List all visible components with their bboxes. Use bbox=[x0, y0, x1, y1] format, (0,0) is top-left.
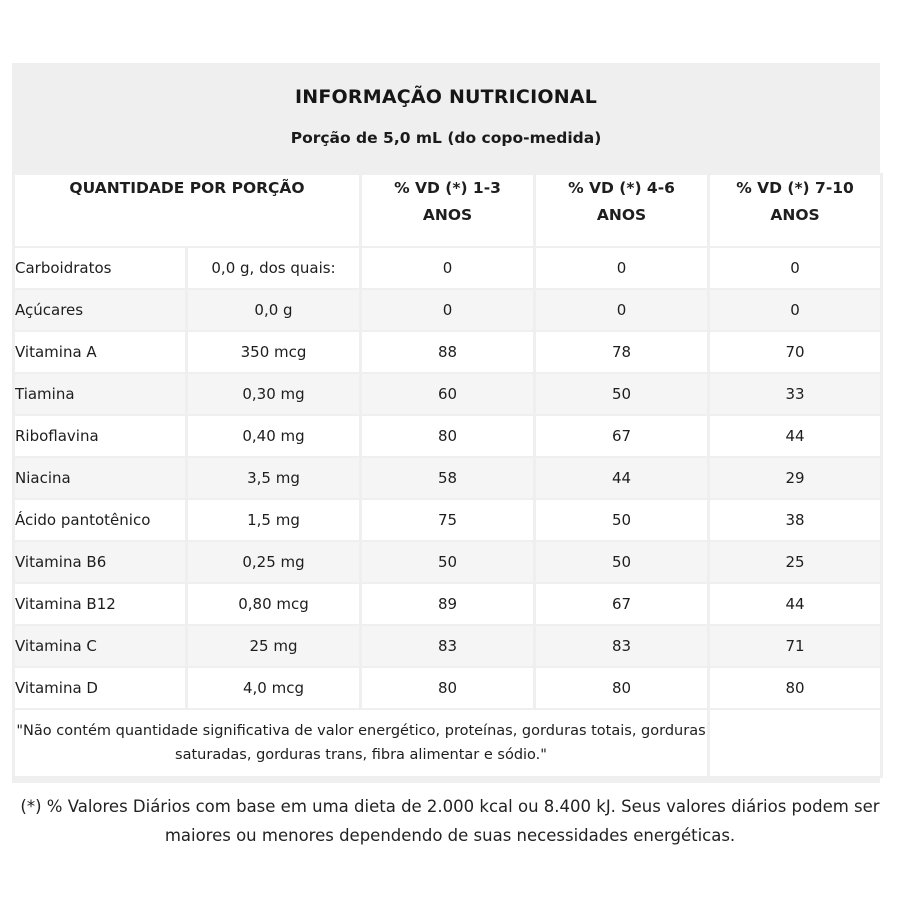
col-vd-1-3-line1: % VD (*) 1-3 bbox=[394, 179, 501, 197]
vd-4-6: 50 bbox=[536, 500, 707, 540]
nutrient-name: Niacina bbox=[15, 458, 185, 498]
col-vd-4-6-line2: ANOS bbox=[596, 206, 647, 224]
nutrient-name: Ácido pantotênico bbox=[15, 500, 185, 540]
nutrient-name: Riboflavina bbox=[15, 416, 185, 456]
vd-1-3: 80 bbox=[362, 416, 533, 456]
nutrition-table bbox=[12, 173, 883, 778]
vd-7-10: 33 bbox=[710, 374, 880, 414]
vd-4-6: 0 bbox=[536, 290, 707, 330]
nutrient-amount: 1,5 mg bbox=[188, 500, 359, 540]
nutrient-name: Vitamina D bbox=[15, 668, 185, 708]
table-row bbox=[15, 500, 880, 540]
vd-1-3: 80 bbox=[362, 668, 533, 708]
nutrient-amount: 0,40 mg bbox=[188, 416, 359, 456]
nutrition-panel bbox=[12, 63, 880, 783]
vd-4-6: 67 bbox=[536, 584, 707, 624]
vd-7-10: 44 bbox=[710, 416, 880, 456]
nutrient-name: Tiamina bbox=[15, 374, 185, 414]
table-row bbox=[15, 248, 880, 288]
vd-1-3: 0 bbox=[362, 248, 533, 288]
nutrient-amount: 0,80 mcg bbox=[188, 584, 359, 624]
serving-size: Porção de 5,0 mL (do copo-medida) bbox=[290, 129, 602, 147]
col-vd-7-10-line2: ANOS bbox=[770, 206, 820, 224]
vd-1-3: 89 bbox=[362, 584, 533, 624]
nutrient-name: Vitamina B6 bbox=[15, 542, 185, 582]
nutrient-amount: 0,25 mg bbox=[188, 542, 359, 582]
vd-1-3: 88 bbox=[362, 332, 533, 372]
table-row bbox=[15, 626, 880, 666]
table-note: "Não contém quantidade significativa de valor energético, proteínas, gorduras totais, gorduras saturadas, gorduras trans, fibra alimentar e sódio." bbox=[15, 710, 707, 776]
vd-1-3: 0 bbox=[362, 290, 533, 330]
table-row bbox=[15, 374, 880, 414]
nutrient-amount: 3,5 mg bbox=[188, 458, 359, 498]
vd-7-10: 25 bbox=[710, 542, 880, 582]
note-row bbox=[15, 710, 880, 776]
table-row bbox=[15, 458, 880, 498]
nutrient-amount: 4,0 mcg bbox=[188, 668, 359, 708]
table-row bbox=[15, 584, 880, 624]
table-row bbox=[15, 668, 880, 708]
col-vd-7-10 bbox=[710, 175, 880, 246]
vd-7-10: 71 bbox=[710, 626, 880, 666]
col-vd-1-3-line2: ANOS bbox=[422, 206, 473, 224]
nutrient-name: Carboidratos bbox=[15, 248, 185, 288]
vd-1-3: 75 bbox=[362, 500, 533, 540]
col-vd-1-3 bbox=[362, 175, 533, 246]
nutrient-amount: 0,0 g, dos quais: bbox=[188, 248, 359, 288]
table-row bbox=[15, 416, 880, 456]
vd-7-10: 44 bbox=[710, 584, 880, 624]
table-header bbox=[12, 63, 880, 173]
vd-4-6: 50 bbox=[536, 374, 707, 414]
vd-7-10: 80 bbox=[710, 668, 880, 708]
vd-1-3: 60 bbox=[362, 374, 533, 414]
vd-1-3: 58 bbox=[362, 458, 533, 498]
vd-7-10: 0 bbox=[710, 248, 880, 288]
vd-4-6: 0 bbox=[536, 248, 707, 288]
nutrient-name: Açúcares bbox=[15, 290, 185, 330]
table-row bbox=[15, 332, 880, 372]
footnote: (*) % Valores Diários com base em uma dieta de 2.000 kcal ou 8.400 kJ. Seus valores diários podem ser maiores ou menores dependendo de suas necessidades energéticas. bbox=[20, 797, 880, 845]
column-header-row bbox=[15, 175, 880, 246]
table-row bbox=[15, 290, 880, 330]
vd-4-6: 83 bbox=[536, 626, 707, 666]
vd-4-6: 50 bbox=[536, 542, 707, 582]
vd-7-10: 0 bbox=[710, 290, 880, 330]
col-vd-7-10-line1: % VD (*) 7-10 bbox=[736, 179, 854, 197]
vd-7-10: 29 bbox=[710, 458, 880, 498]
vd-4-6: 78 bbox=[536, 332, 707, 372]
col-vd-4-6-line1: % VD (*) 4-6 bbox=[568, 179, 675, 197]
vd-4-6: 80 bbox=[536, 668, 707, 708]
col-quantity: QUANTIDADE POR PORÇÃO bbox=[15, 175, 359, 246]
vd-1-3: 50 bbox=[362, 542, 533, 582]
table-row bbox=[15, 542, 880, 582]
page-title: INFORMAÇÃO NUTRICIONAL bbox=[294, 86, 598, 108]
nutrient-amount: 0,30 mg bbox=[188, 374, 359, 414]
col-vd-4-6 bbox=[536, 175, 707, 246]
nutrient-name: Vitamina C bbox=[15, 626, 185, 666]
nutrient-name: Vitamina A bbox=[15, 332, 185, 372]
vd-4-6: 67 bbox=[536, 416, 707, 456]
vd-4-6: 44 bbox=[536, 458, 707, 498]
vd-7-10: 38 bbox=[710, 500, 880, 540]
vd-1-3: 83 bbox=[362, 626, 533, 666]
nutrient-name: Vitamina B12 bbox=[15, 584, 185, 624]
nutrient-amount: 25 mg bbox=[188, 626, 359, 666]
nutrient-amount: 350 mcg bbox=[188, 332, 359, 372]
note-empty-cell bbox=[710, 710, 880, 776]
nutrient-amount: 0,0 g bbox=[188, 290, 359, 330]
vd-7-10: 70 bbox=[710, 332, 880, 372]
